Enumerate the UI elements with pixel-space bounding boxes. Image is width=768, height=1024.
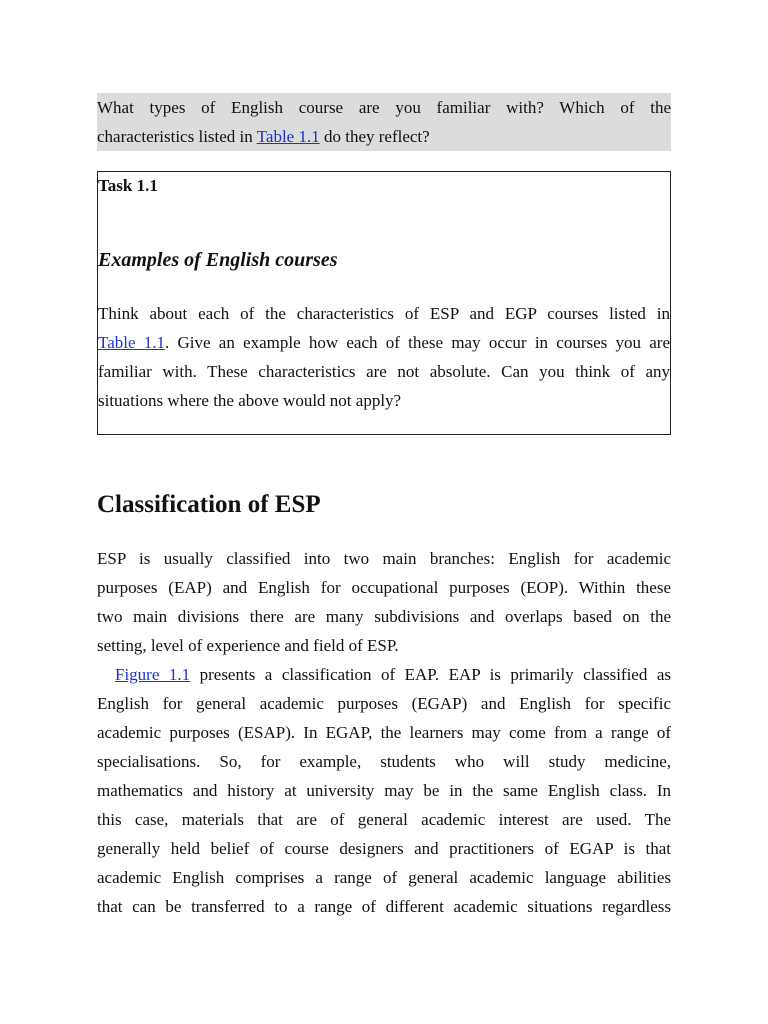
section-heading: Classification of ESP [97, 491, 321, 518]
task-body [98, 299, 670, 415]
task-box [97, 171, 671, 435]
table-1-1-link[interactable]: Table 1.1 [256, 127, 320, 146]
paragraph-line [97, 660, 671, 689]
task-body-text: . Give an example how each of these may occur in courses you are [165, 333, 670, 352]
task-body-line: situations where the above would not apply? [98, 391, 402, 410]
task-heading: Examples of English courses [98, 249, 338, 271]
task-body-line: Think about each of the characteristics of ESP and EGP courses listed in [98, 304, 670, 323]
question-line-1: What types of English course are you familiar with? Which of the [97, 98, 671, 117]
task-body-line: familiar with. These characteristics are not absolute. Can you think of any [98, 362, 670, 381]
question-line-2 [97, 122, 671, 151]
paragraph-line: two main divisions there are many subdivisions and overlaps based on the [97, 607, 671, 626]
paragraph-line: specialisations. So, for example, students who will study medicine, [97, 752, 671, 771]
task-label: Task 1.1 [98, 176, 158, 195]
paragraph-line: that can be transferred to a range of different academic situations regardless [97, 897, 671, 916]
paragraph-line: English for general academic purposes (EGAP) and English for specific [97, 694, 671, 713]
figure-1-1-link[interactable]: Figure 1.1 [115, 665, 191, 684]
question-box [97, 93, 671, 151]
paragraph-line: setting, level of experience and field of ESP. [97, 636, 399, 655]
paragraph-line: generally held belief of course designers and practitioners of EGAP is that [97, 839, 671, 858]
table-1-1-link[interactable]: Table 1.1 [98, 333, 165, 352]
paragraph-line: this case, materials that are of general academic interest are used. The [97, 810, 671, 829]
paragraph-line: academic English comprises a range of general academic language abilities [97, 868, 671, 887]
paragraph-1 [97, 544, 671, 660]
paragraph-text: presents a classification of EAP. EAP is primarily classified as [190, 665, 671, 684]
question-text: characteristics listed in [97, 127, 257, 146]
paragraph-2 [97, 660, 671, 921]
question-text-end: do they reflect? [319, 127, 430, 146]
paragraph-line: mathematics and history at university may be in the same English class. In [97, 781, 671, 800]
paragraph-line: academic purposes (ESAP). In EGAP, the learners may come from a range of [97, 723, 671, 742]
task-body-line [98, 328, 670, 357]
paragraph-line: ESP is usually classified into two main branches: English for academic [97, 549, 671, 568]
paragraph-line: purposes (EAP) and English for occupational purposes (EOP). Within these [97, 578, 671, 597]
